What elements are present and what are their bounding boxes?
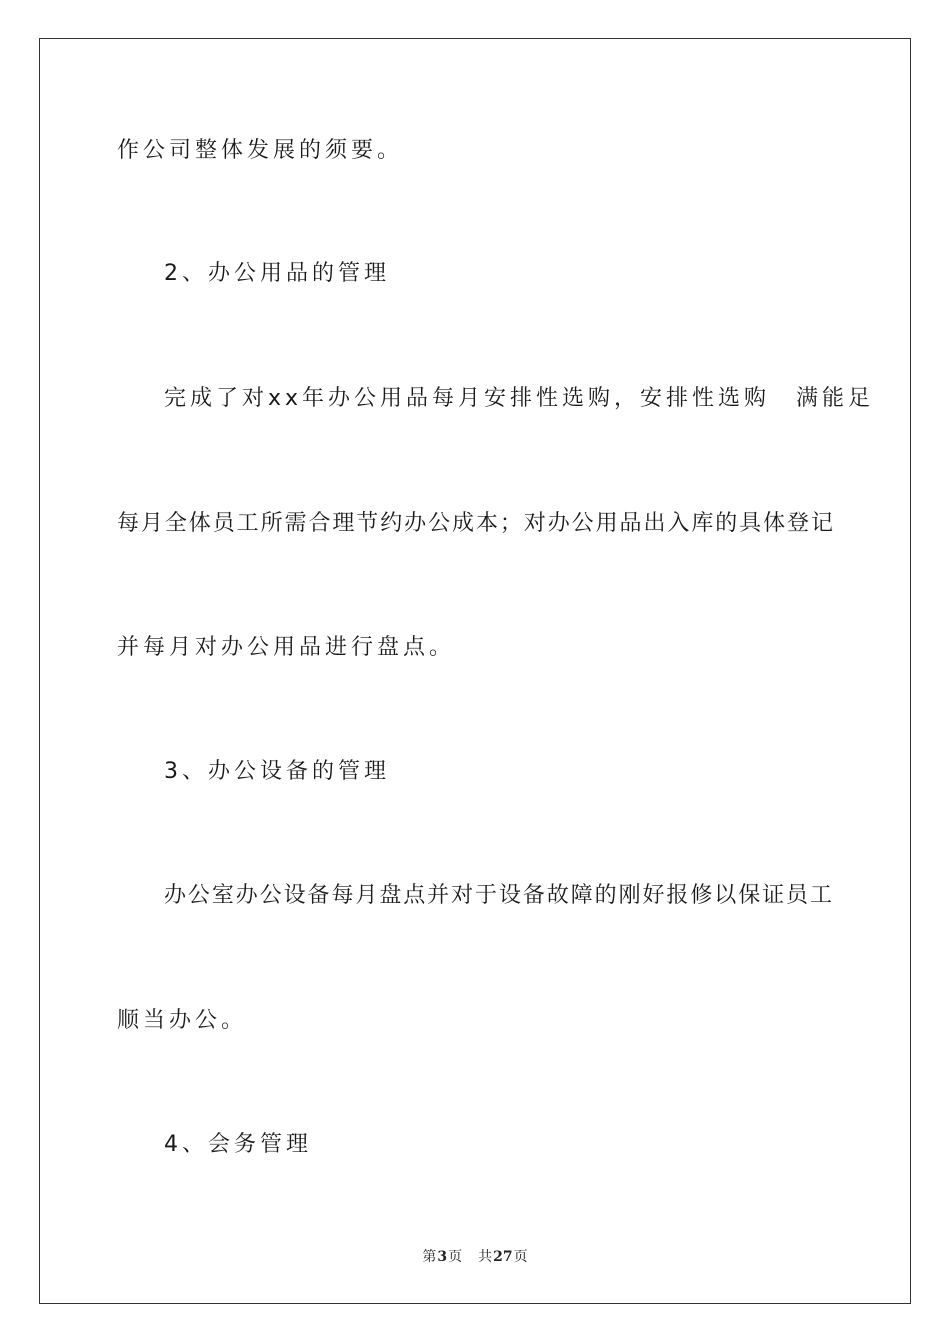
- footer-total-suffix: 页: [513, 1249, 528, 1265]
- page-border: [39, 38, 911, 1304]
- footer-total-pages: 27: [493, 1249, 513, 1265]
- footer-current-page: 3: [437, 1249, 448, 1265]
- footer-page-prefix: 第: [422, 1249, 437, 1265]
- paragraph-line: 作公司整体发展的须要。: [117, 138, 404, 163]
- paragraph-line: 办公室办公设备每月盘点并对于设备故障的刚好报修以保证员工: [164, 883, 832, 908]
- page-footer: [0, 1247, 950, 1267]
- footer-total-prefix: 共: [478, 1249, 493, 1265]
- paragraph-line: 并每月对办公用品进行盘点。: [117, 635, 456, 660]
- section-heading: 3、办公设备的管理: [164, 759, 390, 784]
- section-heading: 2、办公用品的管理: [164, 261, 390, 286]
- paragraph-line: 每月全体员工所需合理节约办公成本；对办公用品出入库的具体登记: [117, 511, 833, 536]
- paragraph-line: 顺当办公。: [117, 1008, 248, 1033]
- paragraph-line: 完成了对xx年办公用品每月安排性选购，安排性选购 满能足: [164, 386, 875, 411]
- section-heading: 4、会务管理: [164, 1132, 312, 1157]
- footer-page-suffix: 页: [448, 1249, 463, 1265]
